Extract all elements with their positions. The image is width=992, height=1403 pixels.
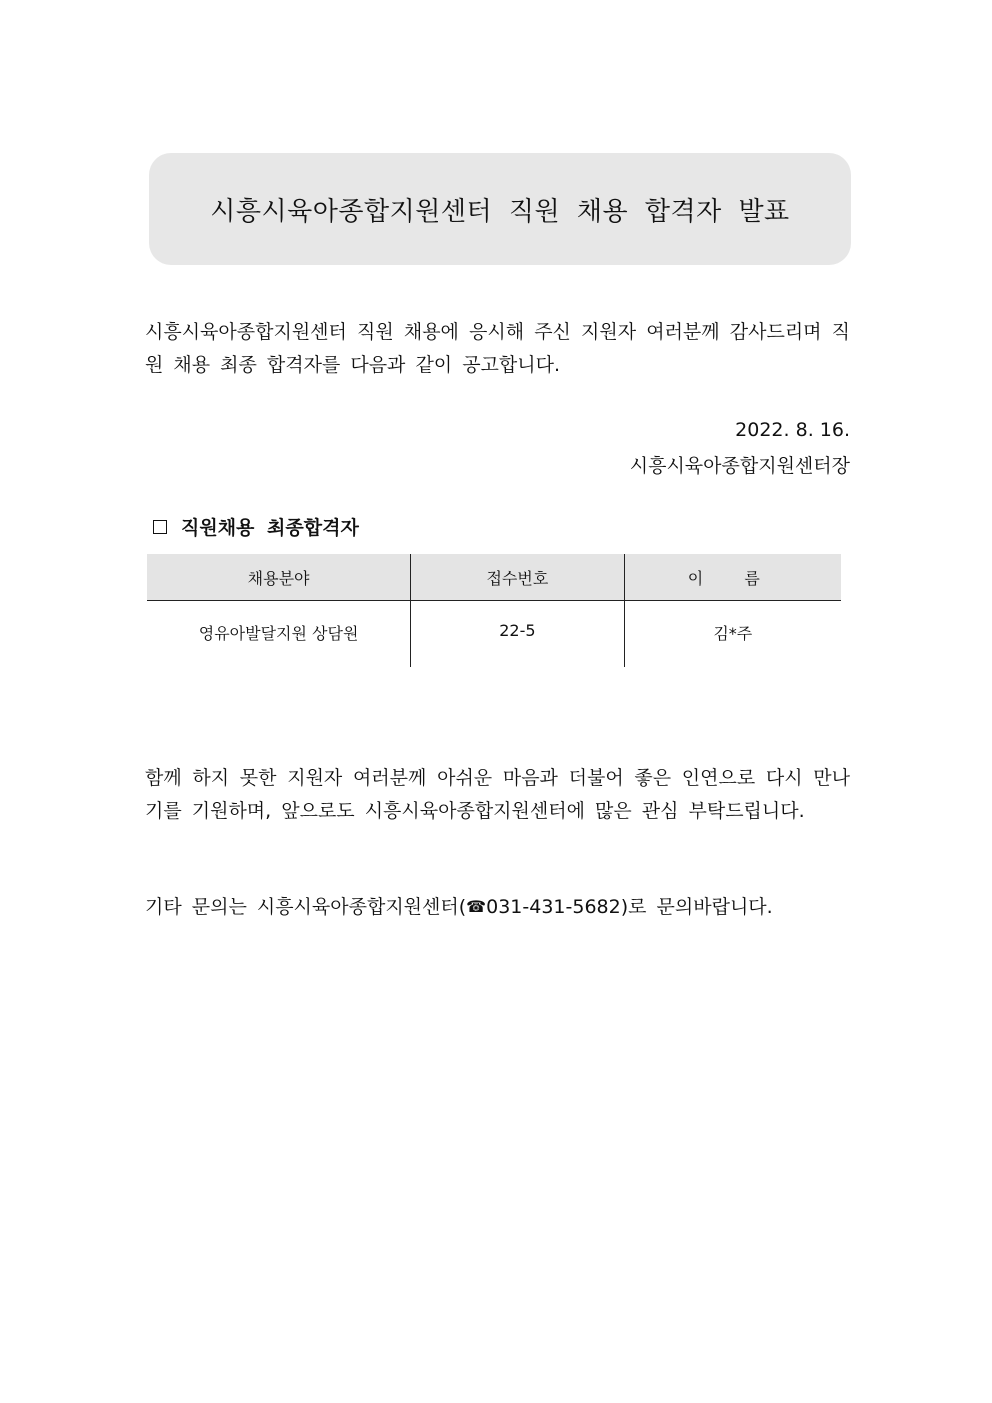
contact-prefix: 기타 문의는 시흥시육아종합지원센터( — [145, 896, 467, 918]
phone-icon: ☎ — [466, 897, 487, 916]
checkbox-icon — [153, 520, 167, 534]
section-heading — [153, 513, 359, 540]
closing-paragraph: 함께 하지 못한 지원자 여러분께 아쉬운 마음과 더불어 좋은 인연으로 다시 만나기를 기원하며, 앞으로도 시흥시육아종합지원센터에 많은 관심 부탁드립니다. — [145, 767, 850, 822]
cell-name-text: 김*주 — [713, 624, 753, 643]
section-label: 직원채용 최종합격자 — [181, 517, 359, 539]
contact-phone: 031-431-5682 — [486, 896, 621, 918]
page-title: 시흥시육아종합지원센터 직원 채용 합격자 발표 — [210, 196, 790, 227]
cell-name — [624, 601, 841, 668]
contact-suffix: )로 문의바랍니다. — [620, 896, 773, 918]
issuer-name: 시흥시육아종합지원센터장 — [629, 455, 850, 477]
header-name: 이 름 — [624, 554, 841, 601]
cell-receipt-number-text: 22-5 — [499, 621, 536, 640]
header-receipt-number: 접수번호 — [411, 554, 624, 601]
title-banner — [149, 153, 851, 265]
result-table — [147, 554, 841, 667]
cell-field-text: 영유아발달지원 상담원 — [198, 624, 359, 643]
header-field: 채용분야 — [147, 554, 411, 601]
notice-date: 2022. 8. 16. — [735, 419, 850, 441]
table-header-row — [147, 554, 841, 601]
cell-receipt-number — [411, 601, 624, 668]
intro-paragraph: 시흥시육아종합지원센터 직원 채용에 응시해 주신 지원자 여러분께 감사드리며 직원 채용 최종 합격자를 다음과 같이 공고합니다. — [145, 321, 850, 376]
contact-line — [145, 890, 850, 924]
cell-field — [147, 601, 411, 668]
table-row — [147, 601, 841, 668]
